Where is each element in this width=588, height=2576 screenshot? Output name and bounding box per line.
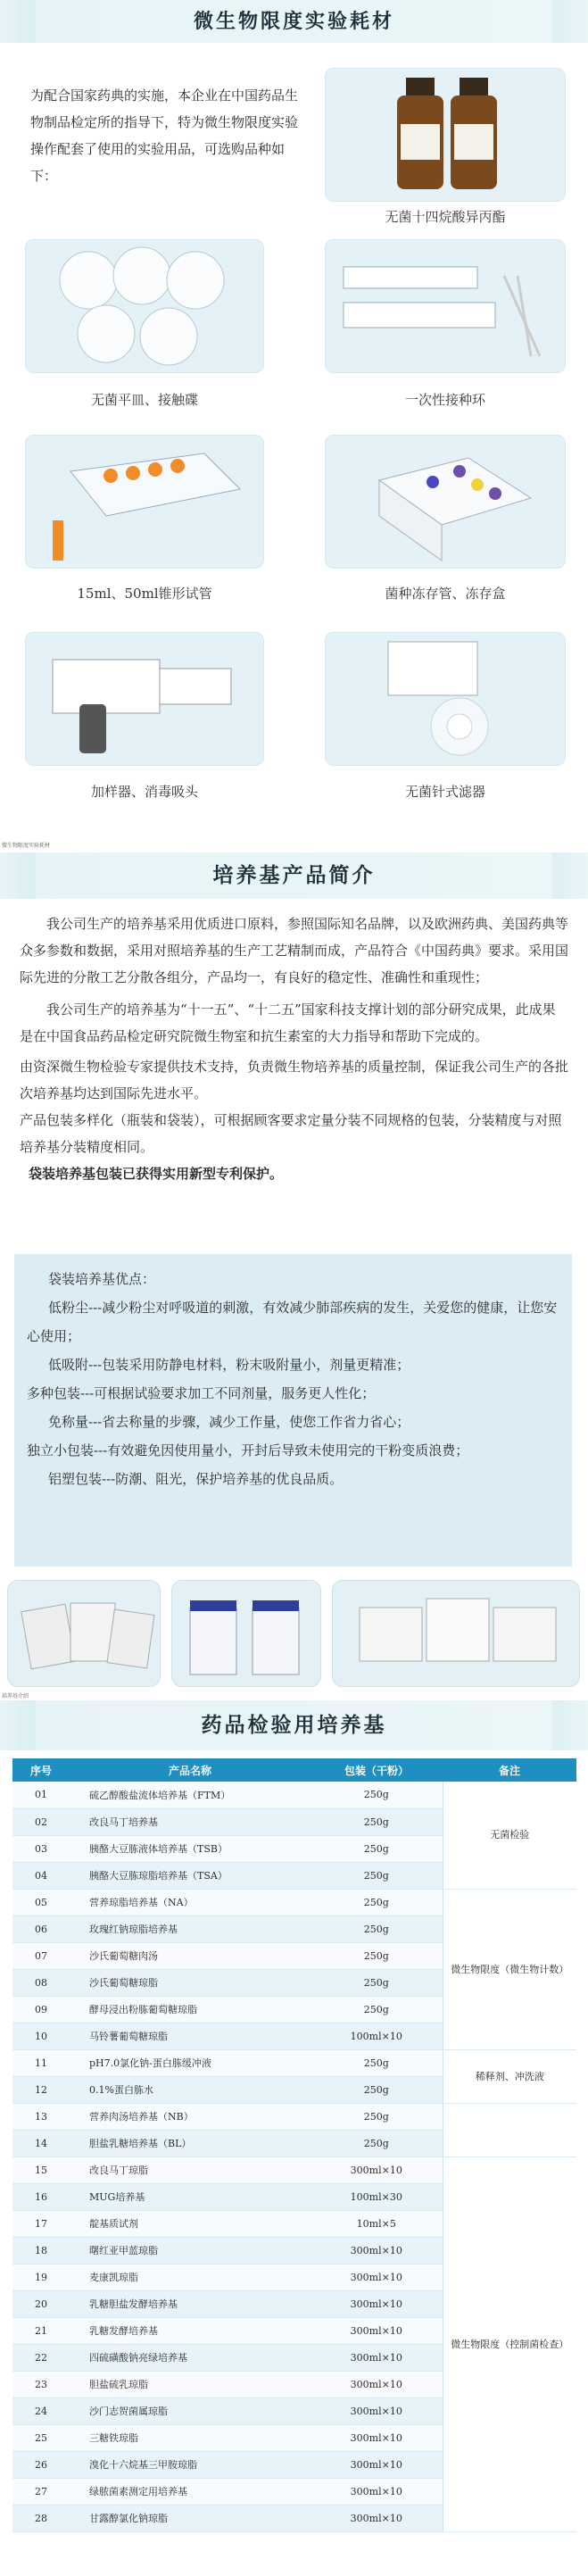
remark-cell: 微生物限度（微生物计数） — [443, 1889, 576, 2049]
package-size: 300ml×10 — [311, 2397, 443, 2424]
product-name: 营养琼脂培养基（NA） — [70, 1889, 311, 1915]
package-size: 250g — [311, 1808, 443, 1835]
package-size: 250g — [311, 1915, 443, 1942]
product-caption: 菌种冻存管、冻存盒 — [385, 586, 506, 602]
product-caption: 一次性接种环 — [404, 392, 485, 408]
package-size: 250g — [311, 2130, 443, 2156]
table-row — [12, 2103, 576, 2130]
advantages-panel — [14, 1254, 572, 1566]
row-number: 10 — [12, 2023, 70, 2049]
cryobox-illustration — [326, 436, 566, 569]
package-size: 250g — [311, 2076, 443, 2103]
product-caption: 无菌平皿、接触碟 — [90, 392, 198, 408]
product-image-bottles — [325, 68, 566, 202]
row-number: 24 — [12, 2397, 70, 2424]
row-number: 02 — [12, 1808, 70, 1835]
pipette-illustration — [26, 633, 264, 766]
product-name: 乳糖胆盐发酵培养基 — [70, 2290, 311, 2317]
product-name: 甘露醇氯化钠琼脂 — [70, 2505, 311, 2531]
table-row — [12, 1782, 576, 1808]
product-name: 马铃薯葡萄糖琼脂 — [70, 2023, 311, 2049]
product-image-cryobox — [325, 435, 566, 569]
table-row — [12, 2156, 576, 2183]
photo-bottles — [171, 1580, 321, 1687]
photo-boxes — [332, 1580, 580, 1687]
product-name: 胆盐硫乳琼脂 — [70, 2371, 311, 2397]
row-number: 09 — [12, 1996, 70, 2023]
package-size: 300ml×10 — [311, 2451, 443, 2478]
row-number: 25 — [12, 2424, 70, 2451]
product-name: 四硫磺酸钠亮绿培养基 — [70, 2344, 311, 2371]
package-size: 250g — [311, 1889, 443, 1915]
product-caption: 无菌针式滤器 — [404, 784, 485, 800]
product-name: 绿脓菌素测定用培养基 — [70, 2478, 311, 2505]
package-size: 300ml×10 — [311, 2290, 443, 2317]
section-title: 微生物限度实验耗材 — [193, 10, 394, 33]
filter-illustration — [326, 633, 566, 766]
jars-illustration — [172, 1581, 321, 1687]
banner-media — [0, 1700, 588, 1750]
paragraph: 我公司生产的培养基采用优质进口原料，参照国际知名品牌，以及欧洲药典、美国药典等众多参数和数据，采用对照培养基的生产工艺精制而成，产品符合《中国药典》要求。采用国际先进的分散工艺分散各组分，产品均一，有良好的稳定性、准确性和重现性； — [20, 916, 569, 985]
row-number: 03 — [12, 1835, 70, 1862]
product-name: 三糖铁琼脂 — [70, 2424, 311, 2451]
remark-cell — [443, 2103, 576, 2156]
advantages-title: 袋装培养基优点： — [48, 1271, 156, 1287]
remark-cell: 稀释剂、冲洗液 — [443, 2049, 576, 2103]
package-size: 250g — [311, 2049, 443, 2076]
media-table — [12, 1758, 576, 2532]
row-number: 11 — [12, 2049, 70, 2076]
package-size: 300ml×10 — [311, 2371, 443, 2397]
product-name: 靛基质试剂 — [70, 2210, 311, 2237]
product-name: 沙氏葡萄糖肉汤 — [70, 1942, 311, 1969]
package-size: 100ml×10 — [311, 2023, 443, 2049]
small-caption: 微生物限度实验耗材 — [2, 843, 51, 849]
section-title: 药品检验用培养基 — [201, 1713, 387, 1737]
loops-illustration — [326, 240, 566, 373]
remark-cell: 微生物限度（控制菌检查） — [443, 2156, 576, 2531]
product-name: 沙门志贺菌属琼脂 — [70, 2397, 311, 2424]
product-image-filter — [325, 632, 566, 766]
tubes-illustration — [26, 436, 264, 569]
row-number: 17 — [12, 2210, 70, 2237]
package-size: 250g — [311, 1862, 443, 1889]
product-image-loops — [325, 239, 566, 373]
paragraph: 我公司生产的培养基为“十一五”、“十二五”国家科技支撑计划的部分研究成果，此成果是在中国食品药品检定研究院微生物室和抗生素室的大力指导和帮助下完成的。 — [20, 1001, 556, 1044]
row-number: 27 — [12, 2478, 70, 2505]
product-name: 沙氏葡萄糖琼脂 — [70, 1969, 311, 1996]
package-size: 300ml×10 — [311, 2264, 443, 2290]
table-row — [12, 1889, 576, 1915]
package-size: 250g — [311, 1835, 443, 1862]
product-name: 胰酪大豆胨液体培养基（TSB） — [70, 1835, 311, 1862]
product-image-tubes — [25, 435, 264, 569]
product-image-plates — [25, 239, 264, 373]
package-size: 300ml×10 — [311, 2317, 443, 2344]
product-name: 硫乙醇酸盐流体培养基（FTM） — [70, 1782, 311, 1808]
product-caption: 无菌十四烷酸异丙酯 — [385, 209, 506, 225]
package-size: 250g — [311, 1782, 443, 1808]
advantage-item: 多种包装---可根据试验要求加工不同剂量，服务更人性化； — [27, 1385, 376, 1401]
col-header: 产品名称 — [70, 1758, 311, 1782]
product-name: 玫瑰红钠琼脂培养基 — [70, 1915, 311, 1942]
row-number: 01 — [12, 1782, 70, 1808]
col-header: 备注 — [443, 1758, 576, 1782]
col-header: 包装（干粉） — [311, 1758, 443, 1782]
photo-sachets — [7, 1580, 161, 1687]
product-name: pH7.0氯化钠-蛋白胨缓冲液 — [70, 2049, 311, 2076]
product-caption: 加样器、消毒吸头 — [90, 784, 198, 800]
plates-illustration — [26, 240, 264, 373]
section-title: 培养基产品简介 — [212, 863, 376, 887]
advantage-item: 免称量---省去称量的步骤，减少工作量，使您工作省力省心； — [48, 1414, 410, 1430]
advantage-item: 独立小包装---有效避免因使用量小，开封后导致未使用完的干粉变质浪费； — [27, 1442, 469, 1458]
product-name: 曙红亚甲蓝琼脂 — [70, 2237, 311, 2264]
row-number: 15 — [12, 2156, 70, 2183]
paragraph: 袋装培养基包装已获得实用新型专利保护。 — [29, 1166, 284, 1182]
row-number: 05 — [12, 1889, 70, 1915]
product-caption: 15ml、50ml锥形试管 — [77, 586, 212, 602]
package-size: 10ml×5 — [311, 2210, 443, 2237]
intro-paragraphs — [20, 910, 568, 1187]
banner-consumables — [0, 0, 588, 43]
package-size: 300ml×10 — [311, 2478, 443, 2505]
package-size: 100ml×30 — [311, 2183, 443, 2210]
package-size: 250g — [311, 1996, 443, 2023]
intro-text: 为配合国家药典的实施，本企业在中国药品生物制品检定所的指导下，特为微生物限度实验操作配套了使用的实验用品，可选购品种如下： — [30, 87, 299, 184]
product-name: 胰酪大豆胨琼脂培养基（TSA） — [70, 1862, 311, 1889]
row-number: 20 — [12, 2290, 70, 2317]
package-size: 300ml×10 — [311, 2424, 443, 2451]
row-number: 22 — [12, 2344, 70, 2371]
table-header-row — [12, 1758, 576, 1782]
row-number: 23 — [12, 2371, 70, 2397]
product-name: 酵母浸出粉胨葡萄糖琼脂 — [70, 1996, 311, 2023]
bottles-illustration — [326, 69, 566, 202]
row-number: 21 — [12, 2317, 70, 2344]
row-number: 28 — [12, 2505, 70, 2531]
product-name: 乳糖发酵培养基 — [70, 2317, 311, 2344]
row-number: 08 — [12, 1969, 70, 1996]
package-size: 250g — [311, 2103, 443, 2130]
advantage-item: 低粉尘---减少粉尘对呼吸道的刺激，有效减少肺部疾病的发生，关爱您的健康，让您安心使用； — [27, 1300, 558, 1344]
row-number: 16 — [12, 2183, 70, 2210]
row-number: 19 — [12, 2264, 70, 2290]
advantage-item: 低吸附---包装采用防静电材料，粉末吸附量小，剂量更精准； — [48, 1357, 410, 1373]
package-size: 300ml×10 — [311, 2237, 443, 2264]
col-header: 序号 — [12, 1758, 70, 1782]
advantage-item: 铝塑包装---防潮、阻光，保护培养基的优良品质。 — [48, 1471, 344, 1487]
row-number: 04 — [12, 1862, 70, 1889]
row-number: 12 — [12, 2076, 70, 2103]
paragraph: 产品包装多样化（瓶装和袋装），可根据顾客要求定量分装不同规格的包装，分装精度与对照培养基分装精度相同。 — [20, 1112, 562, 1155]
banner-intro — [0, 852, 588, 899]
sachets-illustration — [8, 1581, 161, 1687]
row-number: 07 — [12, 1942, 70, 1969]
product-name: 溴化十六烷基三甲胺琼脂 — [70, 2451, 311, 2478]
product-name: 0.1%蛋白胨水 — [70, 2076, 311, 2103]
row-number: 26 — [12, 2451, 70, 2478]
row-number: 13 — [12, 2103, 70, 2130]
row-number: 06 — [12, 1915, 70, 1942]
product-name: 改良马丁琼脂 — [70, 2156, 311, 2183]
package-size: 300ml×10 — [311, 2505, 443, 2531]
product-image-pipette — [25, 632, 264, 766]
table-row — [12, 2049, 576, 2076]
boxes-illustration — [333, 1581, 580, 1687]
package-size: 300ml×10 — [311, 2344, 443, 2371]
paragraph: 由资深微生物检验专家提供技术支持，负责微生物培养基的质量控制，保证我公司生产的各批次培养基均达到国际先进水平。 — [20, 1059, 569, 1101]
product-name: 改良马丁培养基 — [70, 1808, 311, 1835]
row-number: 14 — [12, 2130, 70, 2156]
product-name: 麦康凯琼脂 — [70, 2264, 311, 2290]
package-size: 250g — [311, 1942, 443, 1969]
small-caption: 培养基介绍 — [2, 1693, 29, 1699]
product-name: 胆盐乳糖培养基（BL） — [70, 2130, 311, 2156]
product-name: 营养肉汤培养基（NB） — [70, 2103, 311, 2130]
row-number: 18 — [12, 2237, 70, 2264]
remark-cell: 无菌检验 — [443, 1782, 576, 1889]
package-size: 300ml×10 — [311, 2156, 443, 2183]
product-name: MUG培养基 — [70, 2183, 311, 2210]
package-size: 250g — [311, 1969, 443, 1996]
